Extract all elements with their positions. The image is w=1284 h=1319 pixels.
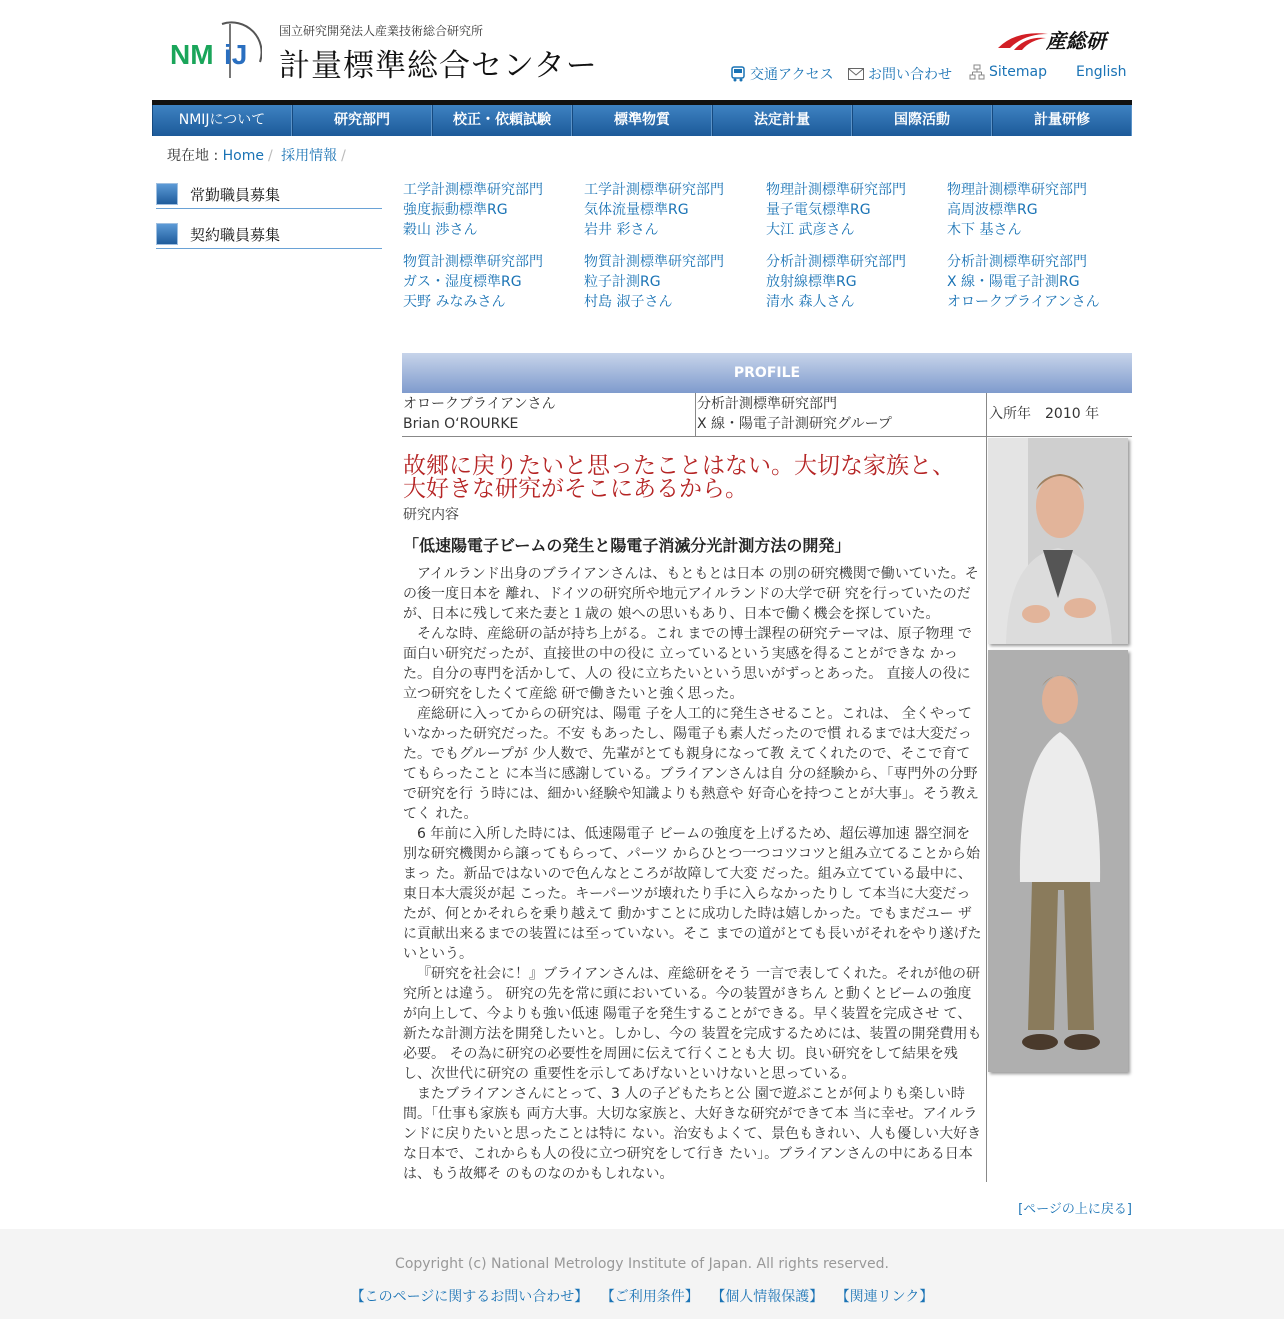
- staff-group: 強度振動標準RG: [403, 202, 508, 218]
- aist-logo[interactable]: [996, 26, 1118, 54]
- footer-link-terms[interactable]: 【ご利用条件】: [600, 1289, 699, 1305]
- staff-name: 村島 淑子さん: [584, 294, 673, 310]
- bus-icon: [730, 66, 746, 82]
- breadcrumb-prefix: 現在地 :: [167, 148, 219, 164]
- staff-link[interactable]: [766, 180, 946, 240]
- staff-division: 工学計測標準研究部門: [403, 182, 543, 198]
- article-paragraph: アイルランド出身のブライアンさんは、もともとは日本 の別の研究機関で働いていた。その後一度日本を 離れ、ドイツの研究所や地元アイルランドの大学で研 究を行っていたのだが、日本に残して来た妻と１歳の 娘への思いもあり、日本で働く機会を探していた。: [403, 566, 979, 622]
- access-link[interactable]: [730, 64, 834, 84]
- aist-text: 産総研: [1046, 31, 1106, 53]
- staff-link[interactable]: [403, 180, 583, 240]
- square-bullet-icon: [156, 223, 178, 245]
- footer-link-page-contact[interactable]: 【このページに関するお問い合わせ】: [350, 1289, 589, 1305]
- back-to-top-link[interactable]: [ページの上に戻る]: [1018, 1202, 1132, 1217]
- staff-name: 大江 武彦さん: [766, 222, 855, 238]
- org-name-small: 国立研究開発法人産業技術総合研究所: [279, 24, 484, 38]
- nav-calibration[interactable]: 校正・依頼試験: [432, 105, 572, 136]
- staff-name: オロークブライアンさん: [947, 294, 1100, 310]
- sitemap-label: Sitemap: [989, 64, 1047, 80]
- footer-link-privacy[interactable]: 【個人情報保護】: [711, 1289, 824, 1305]
- sitemap-icon: [969, 64, 985, 80]
- staff-name: 天野 みなみさん: [403, 294, 506, 310]
- staff-link[interactable]: [584, 252, 764, 312]
- staff-group: 粒子計測RG: [584, 274, 661, 290]
- staff-group: 放射線標準RG: [766, 274, 857, 290]
- staff-link[interactable]: [584, 180, 764, 240]
- staff-division: 物質計測標準研究部門: [584, 254, 724, 270]
- article-paragraph: そんな時、産総研の話が持ち上がる。これ までの博士課程の研究テーマは、原子物理 で面白い研究だったが、直接世の中の役に 立っているという実感を得ることができな かった。自分の専門を活かして、人の 役に立ちたいという思いがずっとあった。 直接人の役に立つ研究をしたくて産総 研で働きたいと強く思った。: [403, 626, 972, 702]
- article-paragraph: またブライアンさんにとって、3 人の子どもたちと公 園で遊ぶことが何よりも楽しい時間。「仕事も家族も 両方大事。大切な家族と、大好きな研究ができて本 当に幸せ。アイルランドに戻りたいと思ったことは特に ない。治安もよくて、景色もきれい、人も優しい大好きな日本で、これからも人の役に立つ研究をして行き たい」。ブライアンさんの中にある日本は、もう故郷そ のものなのかもしれない。: [403, 1086, 982, 1182]
- access-label: 交通アクセス: [750, 67, 834, 83]
- square-bullet-icon: [156, 183, 178, 205]
- profile-joined: 入所年 2010 年: [989, 406, 1100, 422]
- staff-group: X 線・陽電子計測RG: [947, 274, 1080, 290]
- staff-group: ガス・湿度標準RG: [403, 274, 522, 290]
- sidebar-item-label: 常勤職員募集: [190, 185, 281, 204]
- nav-reference-materials[interactable]: 標準物質: [572, 105, 712, 136]
- sitemap-link[interactable]: [969, 64, 1047, 80]
- nav-training[interactable]: 計量研修: [992, 105, 1132, 136]
- mail-icon: [848, 68, 864, 80]
- article-paragraph: 産総研に入ってからの研究は、陽電 子を人工的に発生させること。これは、 全くやっていなかった研究だった。不安 もあったし、陽電子も素人だったので慣 れるまでは大変だった。でもグループが 少人数で、先輩がとても親身になって教 えてくれたので、そこで育ててもらったこと に本当に感謝している。ブライアンさんは自 分の経験から、「専門外の分野で研究を行 う時には、細かい経験や知識よりも熱意や 好奇心を持つことが大事」。そう教えてく れた。: [403, 706, 979, 822]
- staff-name: 岩井 彩さん: [584, 222, 659, 238]
- sidebar-item-regular-staff[interactable]: [156, 180, 382, 209]
- profile-name-cell: [403, 393, 693, 437]
- staff-division: 分析計測標準研究部門: [947, 254, 1087, 270]
- staff-division: 物理計測標準研究部門: [947, 182, 1087, 198]
- breadcrumb-recruit[interactable]: 採用情報: [281, 148, 338, 164]
- english-label: English: [1076, 64, 1127, 80]
- staff-link[interactable]: [947, 252, 1127, 312]
- staff-link[interactable]: [766, 252, 946, 312]
- nav-legal-metrology[interactable]: 法定計量: [712, 105, 852, 136]
- profile-group: X 線・陽電子計測研究グループ: [697, 416, 892, 432]
- staff-name: 穀山 渉さん: [403, 222, 478, 238]
- main-nav: [152, 100, 1132, 136]
- staff-division: 分析計測標準研究部門: [766, 254, 906, 270]
- staff-group: 高周波標準RG: [947, 202, 1038, 218]
- research-label: 研究内容: [403, 507, 459, 523]
- article-paragraph: 6 年前に入所した時には、低速陽電子 ビームの強度を上げるため、超伝導加速 器空洞を別な研究機関から譲ってもらって、パーツ からひとつ一つコツコツと組み立てることから始まっ た。新品ではないので色んなところが故障して大変 だった。組み立てている最中に、東日本大震災が起 こった。キーパーツが壊れたり手に入らなかったりし て本当に大変だったが、何とかそれらを乗り越えて 動かすことに成功した時は嬉しかった。でもまだユー ザに貢献出来るまでの装置には至っていない。そこ までの道がとても長いがそれをやり遂げたいという。: [403, 826, 982, 962]
- profile-dept: 分析計測標準研究部門: [697, 396, 837, 412]
- article-paragraph: 『研究を社会に！』ブライアンさんは、産総研をそう 一言で表してくれた。それが他の研究所とは違う。 研究の先を常に頭においている。今の装置がきちん と動くとビームの強度が向上して、今よりも強い低速 陽電子を発生することができる。早く装置を完成させ て、新たな計測方法を開発したいと。しかし、今の 装置を完成するためには、装置の開発費用も必要。 その為に研究の必要性を周囲に伝えて行くことも大 切。良い研究をして結果を残し、次世代に研究の 重要性を示してあげないといけないと思っている。: [403, 966, 982, 1082]
- article-body: [403, 564, 983, 1184]
- staff-division: 工学計測標準研究部門: [584, 182, 724, 198]
- breadcrumb: 現在地 : Home / 採用情報 /: [167, 148, 346, 164]
- english-link[interactable]: [1076, 64, 1127, 80]
- profile-header: PROFILE: [402, 353, 1132, 393]
- profile-table: [402, 393, 1132, 437]
- nav-research-divisions[interactable]: 研究部門: [292, 105, 432, 136]
- contact-link[interactable]: [848, 64, 952, 84]
- staff-link[interactable]: [947, 180, 1127, 240]
- profile-dept-cell: [697, 393, 987, 437]
- nmij-logo[interactable]: [170, 20, 262, 80]
- copyright: Copyright (c) National Metrology Institute of Japan. All rights reserved.: [395, 1256, 889, 1272]
- staff-group: 気体流量標準RG: [584, 202, 689, 218]
- staff-link[interactable]: [403, 252, 583, 312]
- site-title[interactable]: 計量標準総合センター: [279, 48, 598, 84]
- svg-text:iJ: iJ: [224, 39, 248, 70]
- nav-international[interactable]: 国際活動: [852, 105, 992, 136]
- svg-text:NM: NM: [170, 39, 214, 70]
- nav-about-nmij[interactable]: NMIJについて: [152, 105, 292, 136]
- sidebar-item-label: 契約職員募集: [190, 225, 281, 244]
- full-body-photo: [988, 650, 1128, 1072]
- staff-name: 木下 基さん: [947, 222, 1022, 238]
- staff-name: 清水 森人さん: [766, 294, 855, 310]
- sidebar-item-contract-staff[interactable]: [156, 220, 382, 249]
- column-divider: [986, 436, 987, 1182]
- staff-division: 物理計測標準研究部門: [766, 182, 906, 198]
- research-title: 「低速陽電子ビームの発生と陽電子消滅分光計測方法の開発」: [403, 536, 851, 555]
- staff-group: 量子電気標準RG: [766, 202, 871, 218]
- profile-name-jp: オロークブライアンさん: [403, 396, 556, 412]
- footer-links: [0, 1286, 1284, 1306]
- footer-link-related[interactable]: 【関連リンク】: [835, 1289, 934, 1305]
- staff-division: 物質計測標準研究部門: [403, 254, 543, 270]
- portrait-photo-closeup: [988, 438, 1128, 644]
- contact-label: お問い合わせ: [868, 67, 952, 83]
- breadcrumb-home[interactable]: Home: [222, 148, 264, 164]
- headline: 故郷に戻りたいと思ったことはない。大切な家族と、大好きな研究がそこにあるから。: [403, 453, 955, 502]
- profile-name-en: Brian O‘ROURKE: [403, 416, 519, 432]
